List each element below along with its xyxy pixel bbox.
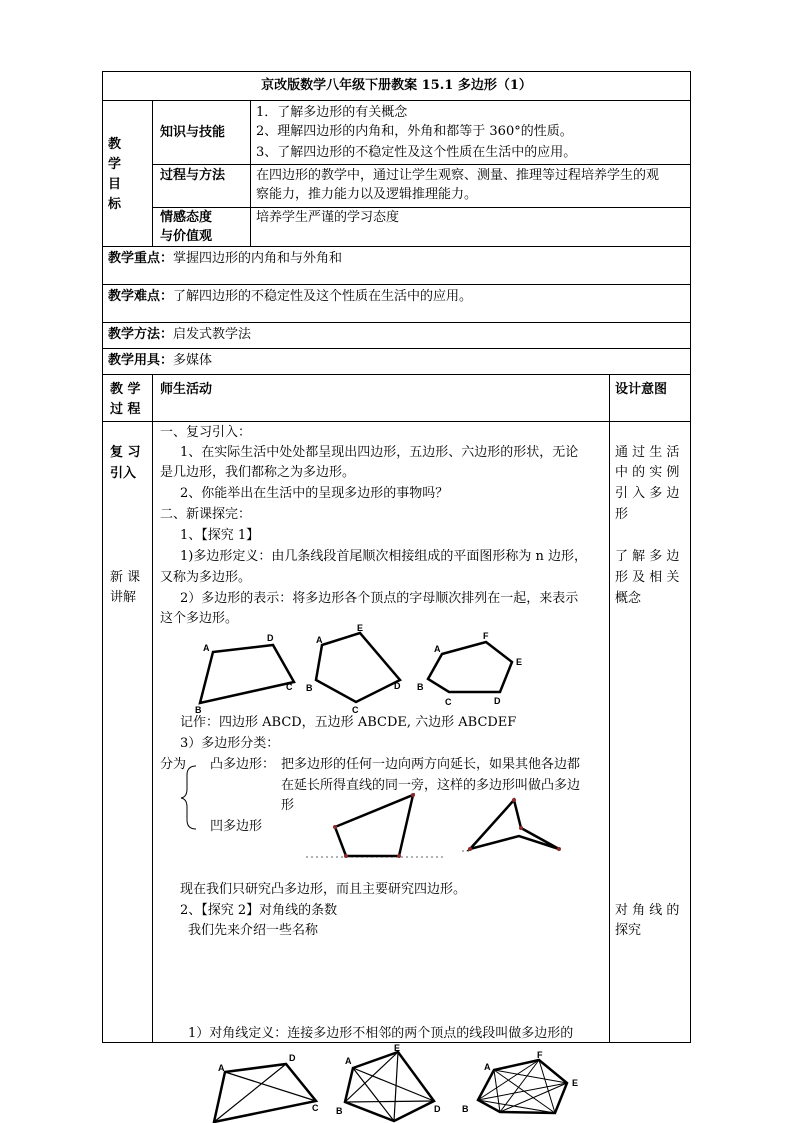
knowledge-item: 1．了解多边形的有关概念 — [256, 105, 408, 120]
tools-label: 教学用具： — [108, 353, 174, 368]
process-method-line: 察能力，推力能力以及逻辑推理能力。 — [256, 187, 478, 202]
design-intent: 中 的 实 例 — [615, 465, 680, 480]
activity-line: 3）多边形分类： — [180, 736, 280, 751]
vertex-label: F — [483, 631, 489, 641]
convex-definition: 把多边形的任何一边向两方向延长，如果其他各边都 — [281, 757, 581, 772]
activity-line: 1）对角线定义：连接多边形不相邻的两个顶点的线段叫做多边形的 — [188, 1026, 574, 1041]
vertex-label: D — [267, 633, 274, 643]
vertex-label: A — [434, 644, 441, 654]
design-intent: 概念 — [615, 591, 642, 606]
tools-text: 多媒体 — [173, 353, 213, 368]
activity-line: 记作：四边形 ABCD，五边形 ABCDE, 六边形 ABCDEF — [180, 715, 517, 730]
attitude-text: 培养学生严谨的学习态度 — [256, 210, 400, 225]
vertex-label: C — [352, 705, 359, 715]
concave-label: 凹多边形 — [210, 819, 263, 834]
vertex-label: E — [516, 657, 523, 667]
process-header-col2: 师生活动 — [160, 382, 213, 397]
stage-review: 引入 — [110, 466, 137, 481]
activity-line: 2）多边形的表示：将多边形各个顶点的字母顺次排列在一起，来表示 — [180, 591, 579, 606]
classification-fen-wei: 分为 — [160, 757, 187, 772]
convex-label: 凸多边形： — [210, 757, 276, 772]
attitude-label: 与价值观 — [160, 229, 213, 244]
stage-review: 复 习 — [110, 445, 141, 460]
stage-new: 讲解 — [110, 590, 137, 605]
convex-vertices — [333, 793, 415, 858]
vertex-label: B — [336, 1106, 343, 1116]
process-method-line: 在四边形的教学中，通过让学生观察、测量、推理等过程培养学生的观 — [256, 168, 660, 183]
activity-line: 这个多边形。 — [160, 611, 239, 626]
vertex-label: A — [203, 643, 210, 653]
process-method-label: 过程与方法 — [160, 168, 226, 183]
activity-line: 二、新课探完： — [160, 507, 252, 522]
activity-line: 2、【探究 2】对角线的条数 — [180, 903, 338, 918]
activity-line: 1)多边形定义：由几条线段首尾顺次相接组成的平面图形称为 n 边形， — [180, 549, 587, 564]
key-point-text: 掌握四边形的内角和与外角和 — [173, 251, 343, 266]
vertex-label: B — [417, 682, 424, 692]
vertex-label: B — [195, 705, 202, 715]
stage-new: 新 课 — [110, 570, 141, 585]
vertex-label: A — [316, 635, 323, 645]
difficulty-text: 了解四边形的不稳定性及这个性质在生活中的应用。 — [173, 289, 473, 304]
key-point-label: 教学重点： — [108, 251, 174, 266]
process-header-col1: 教 学 — [110, 382, 141, 397]
attitude-label: 情感态度 — [160, 210, 213, 225]
vertex-label: D — [394, 681, 401, 691]
vertex-label: D — [494, 696, 501, 706]
vertex-label: E — [394, 1043, 401, 1053]
convex-definition: 在延长所得直线的同一旁，这样的多边形叫做凸多边 — [281, 778, 581, 793]
classification-brace — [181, 766, 196, 829]
design-intent: 了 解 多 边 — [615, 549, 680, 564]
pentagon-shape — [316, 633, 400, 702]
vertex-label: C — [286, 682, 293, 692]
diagonal-penta-figure — [345, 1052, 434, 1121]
objectives-header-4: 标 — [108, 197, 122, 212]
method-label: 教学方法： — [108, 327, 174, 342]
vertex-label: B — [462, 1104, 469, 1114]
design-intent: 通 过 生 活 — [615, 445, 680, 460]
activity-line: 1、【探究 1】 — [180, 528, 260, 543]
knowledge-label: 知识与技能 — [160, 125, 226, 140]
diagonal-quad-figure — [214, 1064, 316, 1122]
concave-polygon-shape — [470, 800, 559, 849]
quadrilateral-shape — [200, 645, 294, 703]
design-intent: 对 角 线 的 — [615, 903, 680, 918]
diagonal-hexa-figure — [478, 1060, 567, 1113]
vertex-label: A — [345, 1056, 352, 1066]
vertex-label: C — [445, 697, 452, 707]
activity-line: 一、复习引入： — [160, 425, 252, 440]
knowledge-item: 3、了解四边形的不稳定性及这个性质在生活中的应用。 — [256, 145, 577, 160]
activity-line: 又称为多边形。 — [160, 570, 252, 585]
design-intent: 形 及 相 关 — [615, 570, 680, 585]
design-intent: 探究 — [615, 923, 642, 938]
page-title: 京改版数学八年级下册教案 15.1 多边形（1） — [261, 78, 532, 93]
vertex-label: D — [289, 1053, 296, 1063]
design-intent: 引 入 多 边 — [615, 486, 680, 501]
activity-line: 1、在实际生活中处处都呈现出四边形，五边形、六边形的形状，无论 — [180, 445, 579, 460]
process-header-col1: 过 程 — [110, 402, 141, 417]
objectives-header-1: 教 — [108, 137, 122, 152]
vertex-label: D — [434, 1104, 441, 1114]
objectives-header-2: 学 — [108, 157, 122, 172]
activity-line: 是几边形，我们都称之为多边形。 — [160, 465, 356, 480]
hexagon-shape — [428, 642, 512, 692]
process-header-col3: 设计意图 — [615, 382, 668, 397]
vertex-label: C — [312, 1103, 319, 1113]
vertex-label: B — [306, 683, 313, 693]
vertex-label: E — [572, 1078, 579, 1088]
vertex-label: E — [357, 623, 364, 633]
knowledge-item: 2、理解四边形的内角和，外角和都等于 360°的性质。 — [256, 124, 573, 139]
difficulty-label: 教学难点： — [108, 289, 174, 304]
activity-line: 2、你能举出在生活中的呈现多边形的事物吗？ — [180, 486, 449, 501]
method-text: 启发式教学法 — [173, 327, 252, 342]
activity-line: 我们先来介绍一些名称 — [188, 923, 319, 938]
convex-polygon-shape — [335, 795, 413, 856]
vertex-label: A — [484, 1062, 491, 1072]
objectives-header-3: 目 — [108, 177, 122, 192]
convex-definition: 形 — [281, 798, 295, 813]
design-intent: 形 — [615, 507, 629, 522]
activity-line: 现在我们只研究凸多边形，而且主要研究四边形。 — [180, 882, 467, 897]
vertex-label: A — [218, 1063, 225, 1073]
vertex-label: F — [537, 1050, 543, 1060]
